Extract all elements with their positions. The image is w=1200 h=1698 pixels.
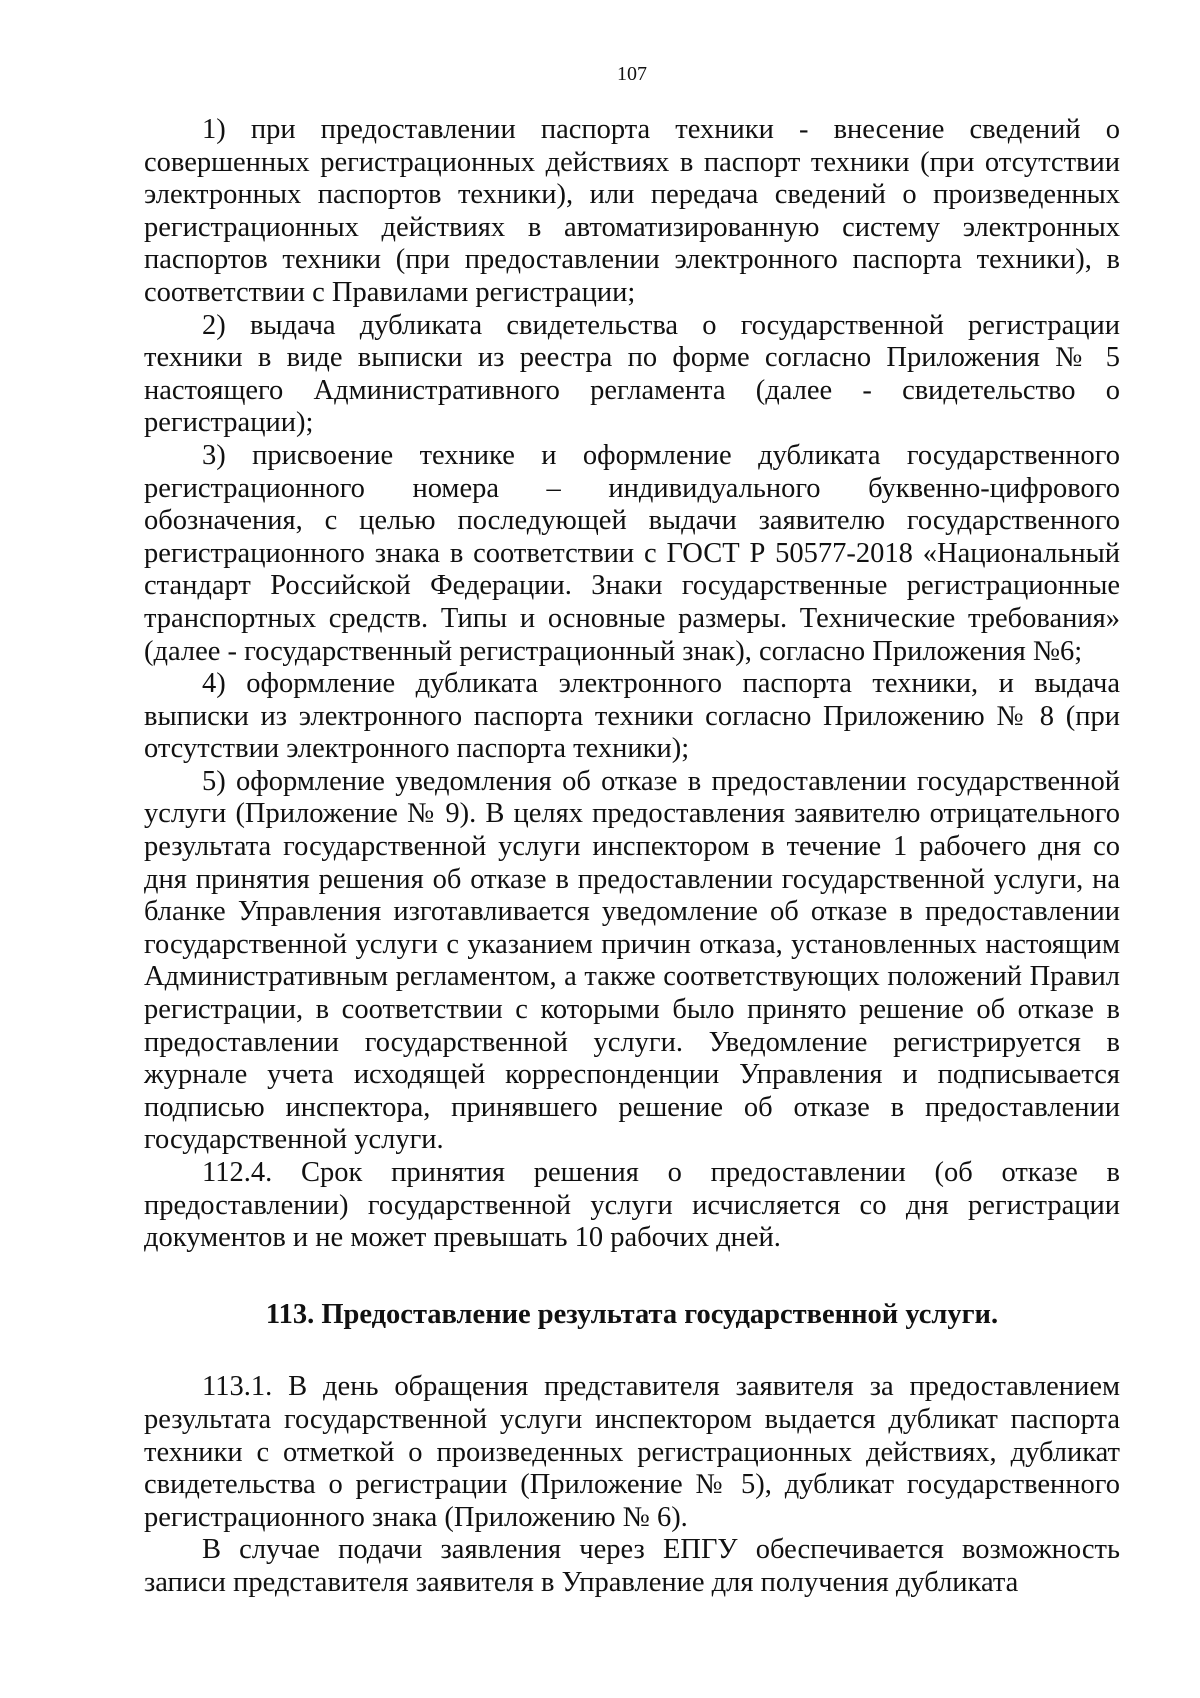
paragraph-item-1: 1) при предоставлении паспорта техники - внесение сведений о совершенных регистрационных действиях в паспорт техники (при отсутствии электронных паспортов техники), или передача сведений о произведенных регистрационных действиях в автоматизированную систему электронных паспортов техники (при предоставлении электронного паспорта техники), в соответствии с Правилами регистрации; (144, 114, 1120, 308)
section-heading: 113. Предоставление результата государственной услуги. (265, 1298, 999, 1330)
page-number: 107 (617, 63, 647, 85)
paragraph-item-4: 4) оформление дубликата электронного паспорта техники, и выдача выписки из электронного паспорта техники согласно Приложению № 8 (при отсутствии электронного паспорта техники); (144, 668, 1120, 765)
document-page (144, 62, 1120, 1600)
paragraph-item-2: 2) выдача дубликата свидетельства о государственной регистрации техники в виде выписки из реестра по форме согласно Приложения № 5 настоящего Административного регламента (далее - свидетельство о регистрации); (144, 309, 1120, 439)
paragraph-item-3: 3) присвоение технике и оформление дубликата государственного регистрационного номера – индивидуального буквенно-цифрового обозначения, с целью последующей выдачи заявителю государственного регистрационного знака в соответствии с ГОСТ Р 50577-2018 «Национальный стандарт Российской Федерации. Знаки государственные регистрационные транспортных средств. Типы и основные размеры. Технические требования» (далее - государственный регистрационный знак), согласно Приложения №6; (144, 439, 1120, 667)
paragraph-item-5: 5) оформление уведомления об отказе в предоставлении государственной услуги (Приложение № 9). В целях предоставления заявителю отрицательного результата государственной услуги инспектором в течение 1 рабочего дня со дня принятия решения об отказе в предоставлении государственной услуги, на бланке Управления изготавливается уведомление об отказе в предоставлении государственной услуги с указанием причин отказа, установленных настоящим Административным регламентом, а также соответствующих положений Правил регистрации, в соответствии с которыми было принято решение об отказе в предоставлении государственной услуги. Уведомление регистрируется в журнале учета исходящей корреспонденции Управления и подписывается подписью инспектора, принявшего решение об отказе в предоставлении государственной услуги. (144, 765, 1120, 1156)
paragraph-epgu: В случае подачи заявления через ЕПГУ обеспечивается возможность записи представителя заявителя в Управление для получения дубликата (144, 1534, 1120, 1598)
paragraph-112-4: 112.4. Срок принятия решения о предоставлении (об отказе в предоставлении) государственной услуги исчисляется со дня регистрации документов и не может превышать 10 рабочих дней. (144, 1157, 1120, 1254)
paragraph-113-1: 113.1. В день обращения представителя заявителя за предоставлением результата государственной услуги инспектором выдается дубликат паспорта техники с отметкой о произведенных регистрационных действиях, дубликат свидетельства о регистрации (Приложение № 5), дубликат государственного регистрационного знака (Приложению № 6). (144, 1371, 1120, 1533)
